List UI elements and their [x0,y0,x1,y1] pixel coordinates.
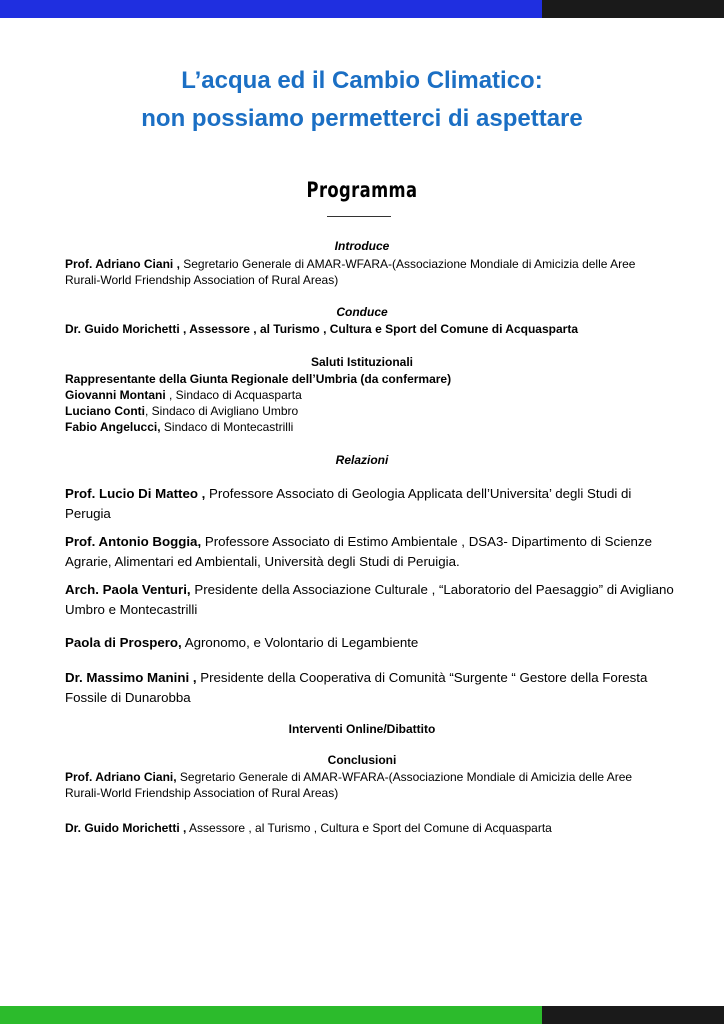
speaker-name: Prof. Lucio Di Matteo , [65,486,206,501]
conclusioni-item [65,769,665,801]
programma-heading: Programma [306,178,418,202]
speaker-role: Segretario Generale di AMAR-WFARA-(Associazione Mondiale di Amicizia delle Aree Rurali-World Friendship Association of Rural Areas) [65,770,633,800]
title-line-2: non possiamo permetterci di aspettare [141,105,583,132]
speaker-name: Dr. Guido Morichetti , [65,821,187,835]
heading-divider [327,216,391,217]
relazioni-heading: Relazioni [335,453,389,467]
speaker-role: Assessore , al Turismo , Cultura e Sport del Comune di Acquasparta [186,821,552,835]
relazioni-item [65,580,675,620]
relazioni-item [65,484,675,524]
conclusioni-item [65,820,665,836]
speaker-role: Professore Associato di Estimo Ambientale , DSA3- Dipartimento di Scienze Agrarie, Alimentari ed Ambientali, Università degli Studi di Peruigia. [65,534,652,569]
relazioni-item [65,668,675,708]
top-bar-dark [542,0,724,18]
introduce-heading: Introduce [334,239,390,253]
speaker-name: Prof. Adriano Ciani , [65,257,180,271]
top-bar-blue [0,0,542,18]
bottom-bar-dark [542,1006,724,1024]
speaker-name: Dr. Massimo Manini , [65,670,197,685]
speaker-name: Dr. Guido Morichetti [65,322,180,336]
speaker-role: , Sindaco di Acquasparta [165,388,302,402]
bottom-bar-green [0,1006,542,1024]
speaker-name: Prof. Adriano Ciani, [65,770,177,784]
speaker-role: Presidente della Associazione Culturale , “Laboratorio del Paesaggio” di Avigliano Umbro e Montecastrilli [65,582,674,617]
speaker-role: Presidente della Cooperativa di Comunità “Surgente “ Gestore della Foresta Fossile di Dunarobba [65,670,648,705]
speaker-name: Luciano Conti [65,404,145,418]
saluti-heading: Saluti Istituzionali [310,355,413,369]
saluti-item [65,419,665,435]
speaker-role: Agronomo, e Volontario di Legambiente [181,635,419,650]
saluti-item [65,403,665,419]
introduce-text [65,256,665,288]
speaker-name: Fabio Angelucci, [65,420,161,434]
saluti-item [65,387,665,403]
conclusioni-heading: Conclusioni [327,753,397,767]
title-line-1: L’acqua ed il Cambio Climatico: [181,67,543,94]
speaker-role: Sindaco di Montecastrilli [160,420,294,434]
relazioni-item [65,633,675,653]
conduce-text [65,321,685,337]
relazioni-item [65,532,675,572]
speaker-name: Giovanni Montani [65,388,166,402]
speaker-name: Paola di Prospero, [65,635,182,650]
speaker-name: Arch. Paola Venturi, [65,582,191,597]
saluti-line-1: Rappresentante della Giunta Regionale dell’Umbria (da confermare) [65,372,452,386]
speaker-name: Prof. Antonio Boggia, [65,534,202,549]
speaker-role: Professore Associato di Geologia Applicata dell’Universita’ degli Studi di Perugia [65,486,632,521]
conduce-heading: Conduce [336,305,388,319]
speaker-role: Segretario Generale di AMAR-WFARA-(Associazione Mondiale di Amicizia delle Aree Rurali-World Friendship Association of Rural Areas) [65,257,636,287]
interventi-heading: Interventi Online/Dibattito [288,722,436,736]
speaker-role: , Sindaco di Avigliano Umbro [145,404,299,418]
speaker-role: , Assessore , al Turismo , Cultura e Sport del Comune di Acquasparta [179,322,578,336]
